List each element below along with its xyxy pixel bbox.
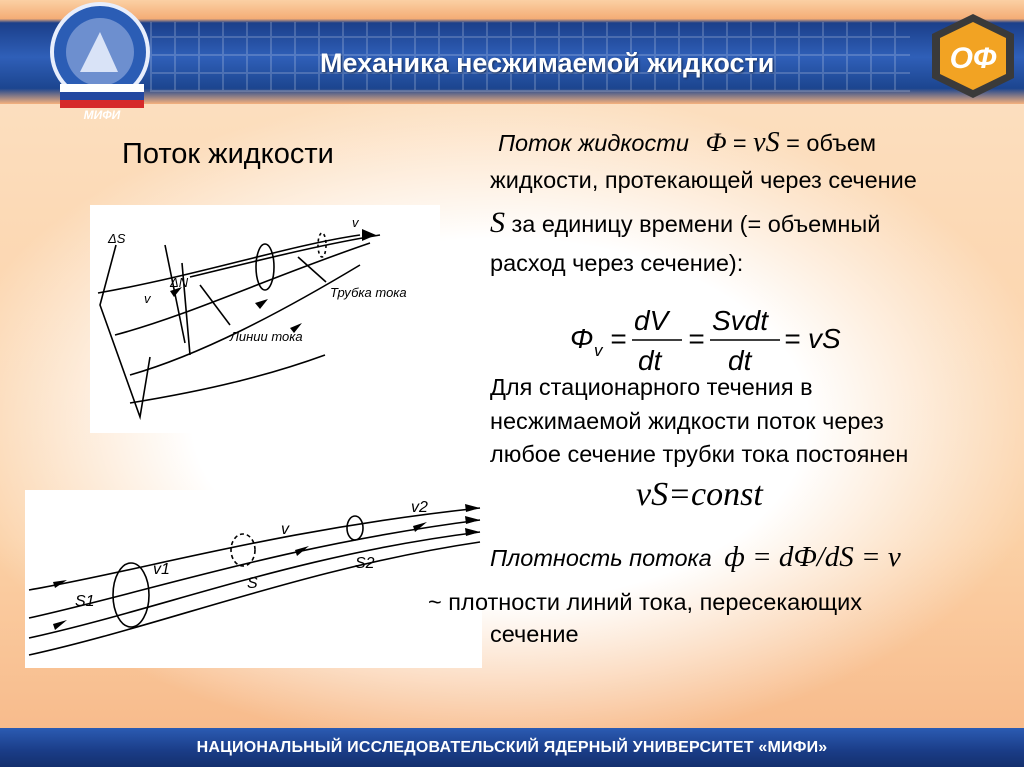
arrow-icon (362, 229, 376, 241)
arrow-icon (255, 299, 268, 309)
stationary-line-3: любое сечение трубки тока постоянен (490, 441, 909, 467)
formula-f2-den: dt (728, 345, 752, 376)
density-formula: ф = dФ/dS = v (724, 541, 901, 573)
section-s-ellipse (231, 534, 255, 566)
department-logo-icon (928, 12, 1018, 100)
stream-line (98, 235, 360, 293)
stream-tube-diagram (90, 205, 440, 433)
arrow-icon (295, 546, 309, 556)
left-logo-text: МИФИ (83, 108, 121, 122)
section-s2-ellipse (347, 516, 363, 540)
phi-symbol: Ф (705, 128, 727, 157)
tube-section-ellipse (256, 244, 274, 290)
label-delta-s: ΔS (108, 231, 126, 246)
arrow-icon (465, 528, 480, 536)
formula-eq: = (784, 323, 801, 354)
tilde-line-2: сечение (490, 621, 579, 647)
slide-title: Механика несжимаемой жидкости (320, 48, 775, 78)
arrow-icon (465, 504, 480, 512)
section-s1-ellipse (113, 563, 149, 627)
label-v: v (281, 521, 289, 538)
equals-sign: = (732, 130, 747, 156)
label-delta-n: ΔN (170, 275, 189, 290)
arrow-icon (465, 516, 480, 524)
stream-line (29, 542, 480, 655)
label-lines: Линии тока (230, 329, 303, 344)
const-formula: vS=const (636, 476, 763, 513)
arrow-icon (53, 620, 67, 630)
label-v2: v2 (411, 499, 428, 516)
flow-tube-sections-diagram (25, 490, 482, 668)
stream-line (29, 520, 480, 618)
flow-definition-rest: = объем (786, 130, 877, 156)
formula-lhs: Φ (570, 323, 594, 354)
density-term: Плотность потока (490, 545, 712, 571)
section-plane (100, 245, 150, 417)
label-v1: v1 (153, 561, 170, 578)
section-subtitle: Поток жидкости (122, 138, 334, 170)
stationary-line-1: Для стационарного течения в (490, 374, 813, 400)
mifi-logo-icon (40, 2, 168, 122)
formula-lhs-sub: v (594, 341, 603, 360)
formula-eq: = (610, 323, 627, 354)
label-v-left: v (144, 291, 151, 306)
right-logo-text: ОФ (949, 42, 997, 75)
vs-symbol: vS (753, 127, 780, 158)
formula-f2-num: Svdt (712, 305, 769, 336)
label-v-right: v (352, 215, 359, 230)
label-tube: Трубка тока (330, 285, 407, 300)
formula-f1-num: dV (634, 305, 669, 336)
formula-rhs: vS (808, 323, 841, 354)
stream-line (130, 355, 325, 403)
flow-definition-line (498, 126, 876, 160)
tilde-line-1: ~ плотности линий тока, пересекающих (428, 589, 863, 615)
definition-line-3-rest: за единицу времени (= объемный (511, 211, 881, 237)
flow-term: Поток жидкости (498, 130, 689, 156)
stationary-line-2: несжимаемой жидкости поток через (490, 408, 884, 434)
flow-formula (570, 300, 890, 380)
s-symbol: S (490, 206, 505, 239)
label-s2: S2 (355, 555, 375, 572)
definition-line-4: расход через сечение): (490, 250, 744, 276)
formula-f1-den: dt (638, 345, 662, 376)
density-line (490, 540, 901, 575)
label-s1: S1 (75, 593, 95, 610)
definition-line-2: жидкости, протекающей через сечение (490, 167, 917, 193)
arrow-icon (413, 522, 427, 532)
definition-line-3 (490, 206, 880, 241)
footer-text: НАЦИОНАЛЬНЫЙ ИССЛЕДОВАТЕЛЬСКИЙ ЯДЕРНЫЙ УНИВЕРСИТЕТ «МИФИ» (196, 739, 828, 756)
formula-eq: = (688, 323, 705, 354)
label-s: S (247, 575, 258, 592)
